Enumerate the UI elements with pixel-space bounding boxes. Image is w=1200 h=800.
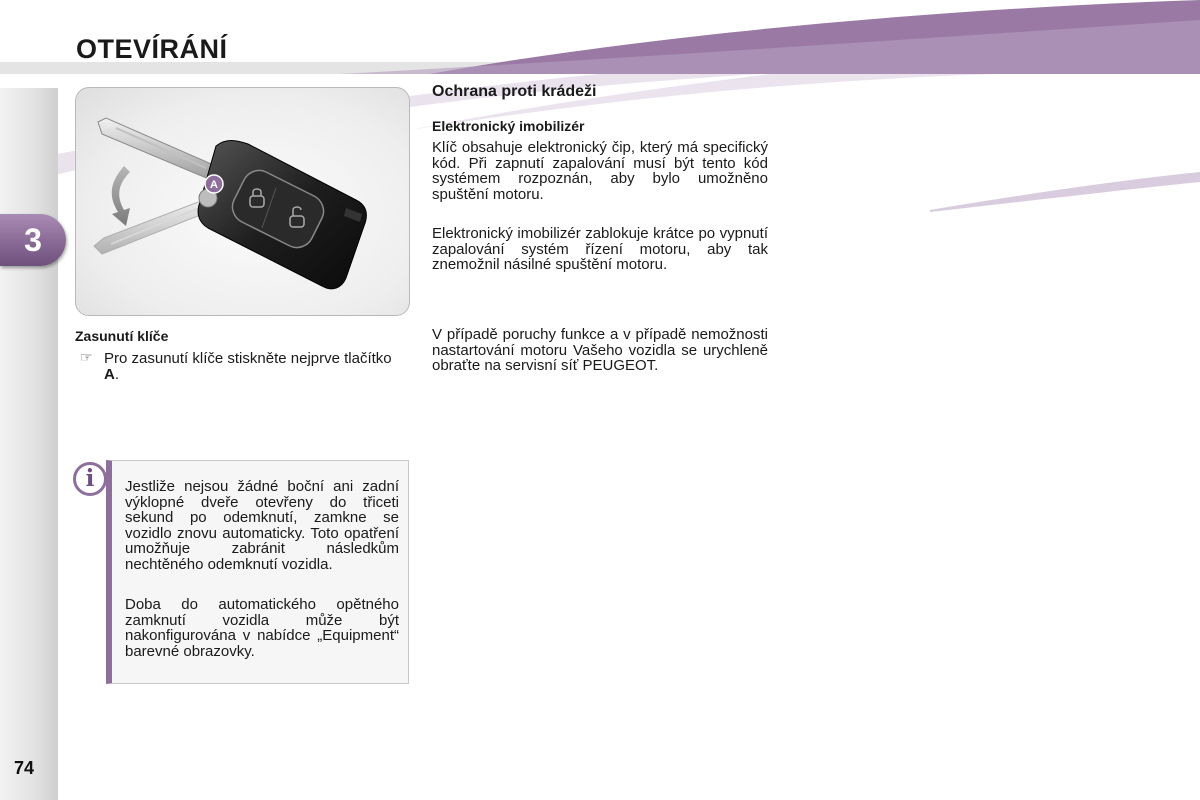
key-illustration: [75, 87, 410, 316]
page-title: OTEVÍRÁNÍ: [76, 34, 228, 64]
key-insertion-text: Pro zasunutí klíče stiskněte nejprve tlačítko A.: [104, 350, 392, 383]
info-note-paragraph-1: Jestliže nejsou žádné boční ani zadní výklopné dveře otevřeny do třiceti sekund po odemknutí, zamkne se vozidlo znovu automaticky. Toto opatření umožňuje zabránit následkům nechtěného odemknutí vozidla.: [125, 478, 399, 573]
pointing-hand-icon: ☞: [80, 349, 93, 365]
immobiliser-paragraph-2: Elektronický imobilizér zablokuje krátce po vypnutí zapalování systém řízení motoru, aby tak znemožnil násilné spuštění motoru.: [432, 225, 768, 273]
immobiliser-paragraph-1: Klíč obsahuje elektronický čip, který má specifický kód. Při zapnutí zapalování musí být tento kód systémem rozpoznán, aby bylo umožněno spuštění motoru.: [432, 139, 768, 203]
page-number: 74: [14, 758, 35, 778]
key-blade-extended: [98, 118, 216, 180]
theft-protection-heading: Ochrana proti krádeži: [432, 83, 597, 100]
immobiliser-subheading: Elektronický imobilizér: [432, 118, 585, 134]
button-a-label: A: [210, 179, 218, 191]
key-fob: [198, 141, 366, 289]
chapter-tab[interactable]: [0, 214, 66, 266]
chapter-number: 3: [24, 222, 42, 258]
left-sidebar-band: [0, 88, 58, 800]
rotation-arrow-icon: [112, 166, 130, 226]
key-insertion-heading: Zasunutí klíče: [75, 328, 169, 344]
malfunction-paragraph: V případě poruchy funkce a v případě nemožnosti nastartování motoru Vašeho vozidla se urychleně obraťte na servisní síť PEUGEOT.: [432, 326, 768, 374]
info-note-paragraph-2: Doba do automatického opětného zamknutí vozidla může být nakonfigurována v nabídce „Equipment“ barevné obrazovky.: [125, 596, 399, 660]
info-icon: i: [73, 462, 107, 496]
